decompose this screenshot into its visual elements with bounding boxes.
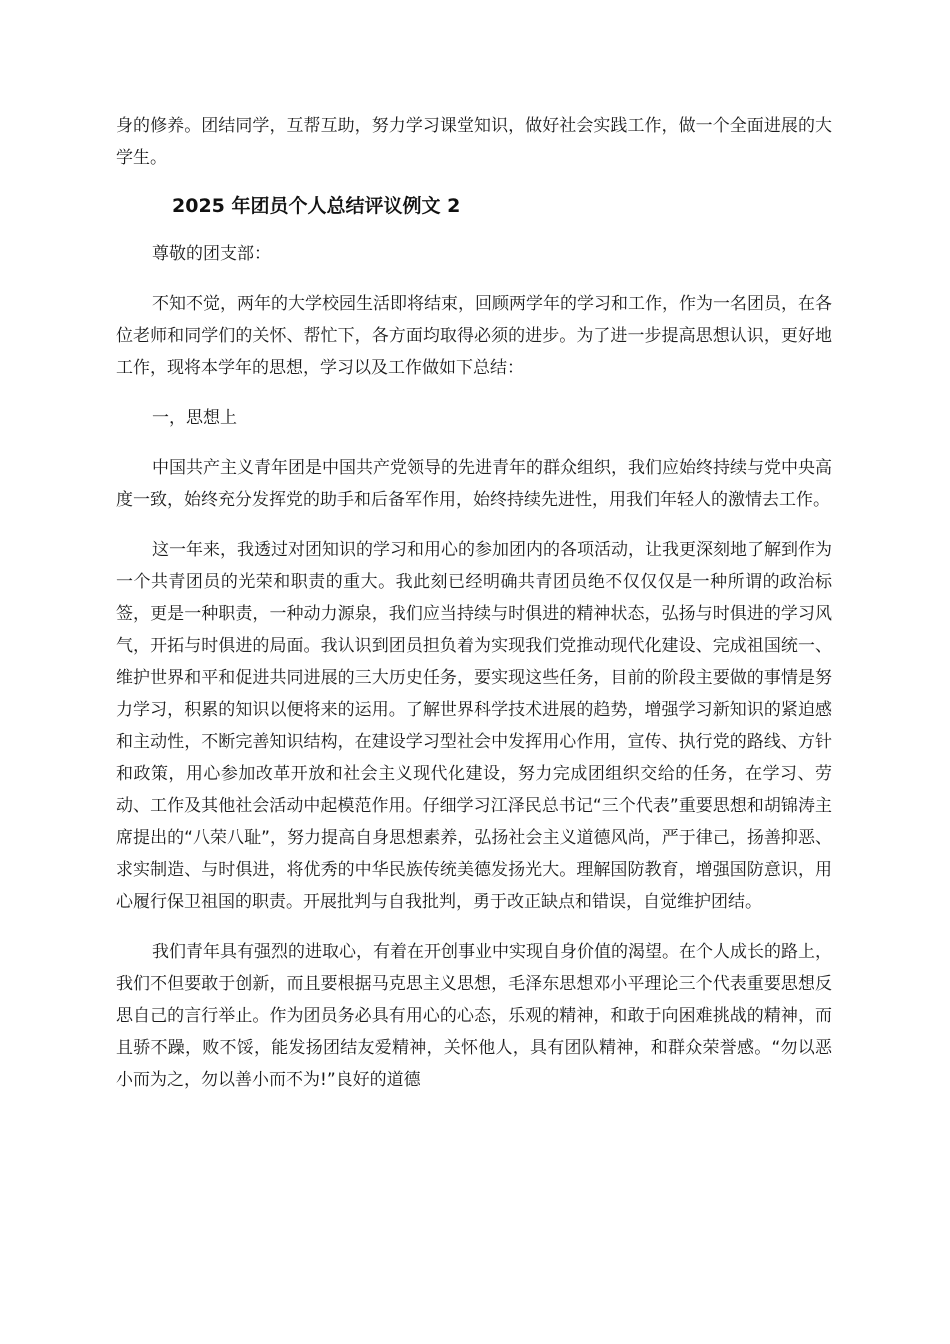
- paragraph-opening: 不知不觉，两年的大学校园生活即将结束，回顾两学年的学习和工作，作为一名团员，在各位老师和同学们的关怀、帮忙下，各方面均取得必须的进步。为了进一步提高思想认识，更好地工作，现将本学年的思想，学习以及工作做如下总结：: [116, 294, 832, 378]
- paragraph-league-intro: 中国共产主义青年团是中国共产党领导的先进青年的群众组织，我们应始终持续与党中央高度一致，始终充分发挥党的助手和后备军作用，始终持续先进性，用我们年轻人的激情去工作。: [116, 458, 832, 510]
- intro-continuation-paragraph: 身的修养。团结同学，互帮互助，努力学习课堂知识，做好社会实践工作，做一个全面进展的大学生。: [116, 116, 832, 168]
- paragraph-year-review: 这一年来，我透过对团知识的学习和用心的参加团内的各项活动，让我更深刻地了解到作为一个共青团员的光荣和职责的重大。我此刻已经明确共青团员绝不仅仅仅是一种所谓的政治标签，更是一种职责，一种动力源泉，我们应当持续与时俱进的精神状态，弘扬与时俱进的学习风气，开拓与时俱进的局面。我认识到团员担负着为实现我们党推动现代化建设、完成祖国统一、维护世界和平和促进共同进展的三大历史任务，要实现这些任务，目前的阶段主要做的事情是努力学习，积累的知识以便将来的运用。了解世界科学技术进展的趋势，增强学习新知识的紧迫感和主动性，不断完善知识结构，在建设学习型社会中发挥用心作用，宣传、执行党的路线、方针和政策，用心参加改革开放和社会主义现代化建设，努力完成团组织交给的任务，在学习、劳动、工作及其他社会活动中起模范作用。仔细学习江泽民总书记“三个代表”重要思想和胡锦涛主席提出的“八荣八耻”，努力提高自身思想素养，弘扬社会主义道德风尚，严于律己，扬善抑恶、求实制造、与时俱进，将优秀的中华民族传统美德发扬光大。理解国防教育，增强国防意识，用心履行保卫祖国的职责。开展批判与自我批判，勇于改正缺点和错误，自觉维护团结。: [116, 540, 832, 912]
- subheading-thought: 一，思想上: [152, 408, 237, 428]
- document-body: [116, 110, 832, 1096]
- section-heading: 2025 年团员个人总结评议例文 2: [172, 195, 461, 217]
- paragraph-youth-spirit: 我们青年具有强烈的进取心，有着在开创事业中实现自身价值的渴望。在个人成长的路上，我们不但要敢于创新，而且要根据马克思主义思想，毛泽东思想邓小平理论三个代表重要思想反思自己的言行举止。作为团员务必具有用心的心态，乐观的精神，和敢于向困难挑战的精神，而且骄不躁，败不馁，能发扬团结友爱精神，关怀他人，具有团队精神，和群众荣誉感。“勿以恶小而为之，勿以善小而不为!”良好的道德: [116, 942, 832, 1090]
- salutation: 尊敬的团支部：: [152, 244, 271, 264]
